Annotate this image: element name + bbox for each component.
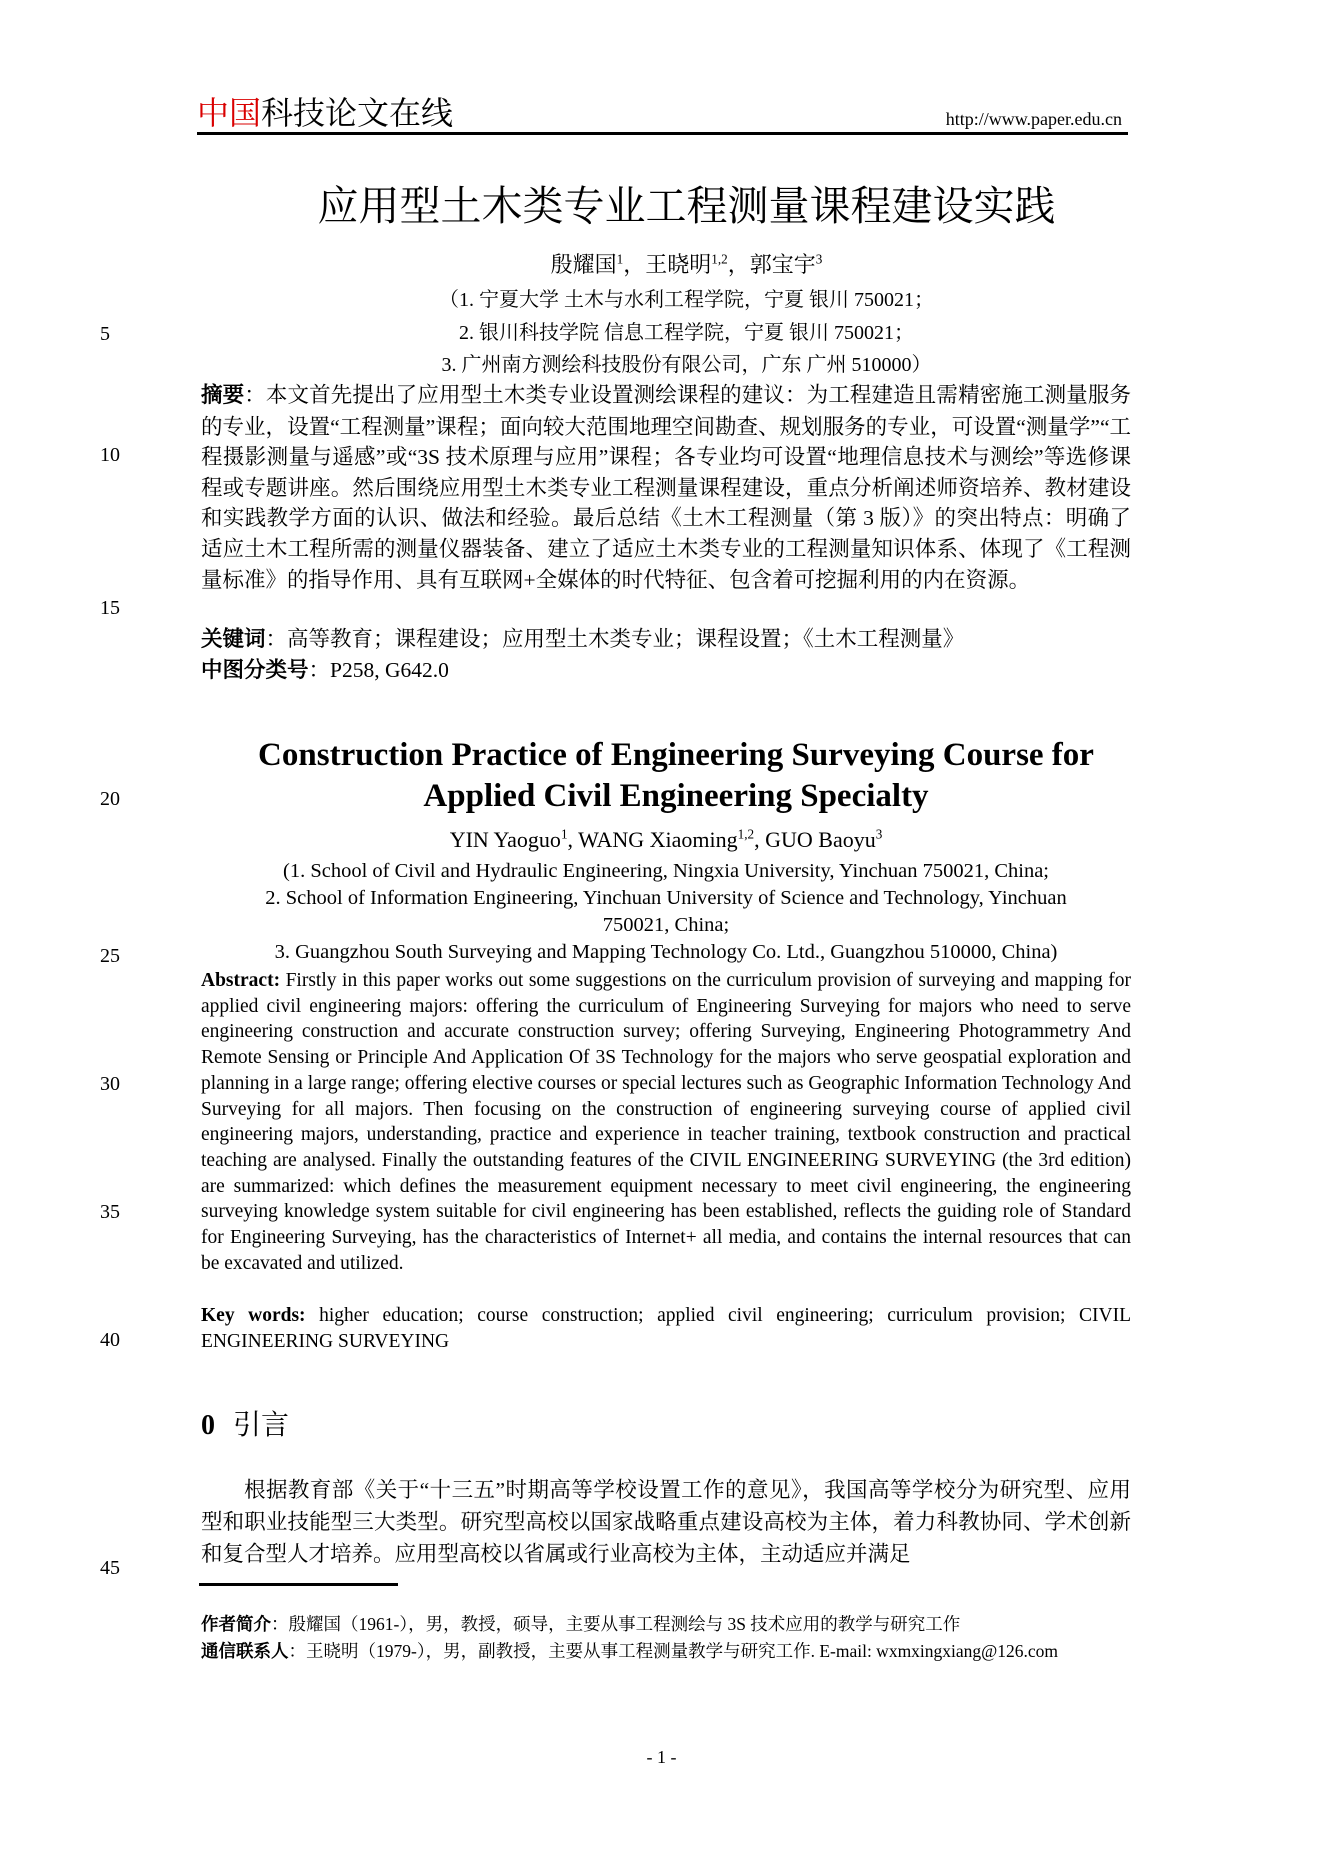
en-keywords (201, 1303, 1131, 1354)
footnote-author-intro-label: 作者简介 (201, 1615, 271, 1635)
cn-affiliation-1: （1. 宁夏大学 土木与水利工程学院，宁夏 银川 750021； (439, 289, 934, 311)
cn-clc-label: 中图分类号 (201, 658, 309, 683)
en-author: WANG Xiaoming$^{1,2}$ (578, 826, 755, 852)
cn-abstract (201, 380, 1131, 595)
en-keywords-text: higher education; course construction; applied civil engineering; curriculum provision; CIVIL ENGINEERING SURVEYING (201, 1305, 1131, 1352)
footnote-contact-text: ：王晓明（1979-），男，副教授，主要从事工程测量教学与研究工作. E-mail: wxmxingxiang@126.com (288, 1640, 1059, 1661)
cn-author: 郭宝宇$^3$ (749, 251, 823, 277)
section-title: 引言 (233, 1408, 290, 1441)
logo-red-text: 中国 (197, 94, 262, 132)
line-number: 40 (100, 1329, 120, 1351)
cn-abstract-text: ：本文首先提出了应用型土木类专业设置测绘课程的建议：为工程建造且需精密施工测量服务的专业，设置“工程测量”课程；面向较大范围地理空间勘查、规划服务的专业，可设置“测量学”“工程摄影测量与遥感”或“3S 技术原理与应用”课程；各专业均可设置“地理信息技术与测绘”等选修课程或专题讲座。然后围绕应用型土木类专业工程测量课程建设，重点分析阐述师资培养、教材建设和实践教学方面的认识、做法和经验。最后总结《土木工程测量（第 3 版）》的突出特点：明确了适应土木工程所需的测量仪器装备、建立了适应土木类专业的工程测量知识体系、体现了《工程测量标准》的指导作用、具有互联网+全媒体的时代特征、包含着可挖掘利用的内在资源。 (201, 383, 1131, 592)
footnote-divider (199, 1583, 398, 1586)
cn-authors: 殷耀国$^1$，王晓明$^{1,2}$，郭宝宇$^3$ (550, 251, 823, 277)
journal-logo (197, 94, 453, 132)
en-paper-title (201, 735, 1131, 817)
en-abstract-text: Firstly in this paper works out some suggestions on the curriculum provision of surveying and mapping for applied civil engineering majors: offering the curriculum of Engineering Surveying for majors who need to serve engineering construction and accurate construction survey; offering Surveying, Engineering Photogrammetry And Remote Sensing or Principle And Application Of 3S Technology for the majors who serve geospatial exploration and planning in a large range; offering elective courses or special lectures such as Geographic Information Technology And Surveying for all majors. Then focusing on the construction of engineering surveying course of applied civil engineering majors, understanding, practice and experience in teacher training, textbook construction and practical teaching are analysed. Finally the outstanding features of the CIVIL ENGINEERING SURVEYING (the 3rd edition) are summarized: which defines the measurement equipment necessary to meet civil engineering, the engineering surveying knowledge system suitable for civil engineering has been established, reflects the guiding role of Standard for Engineering Surveying, has the characteristics of Internet+ all media, and contains the internal resources that can be excavated and utilized. (201, 970, 1131, 1274)
en-title-line-2: Applied Civil Engineering Specialty (423, 778, 929, 814)
body-paragraph: 根据教育部《关于“十三五”时期高等学校设置工作的意见》，我国高等学校分为研究型、应用型和职业技能型三大类型。研究型高校以国家战略重点建设高校为主体，着力科教协同、学术创新和复合型人才培养。应用型高校以省属或行业高校为主体，主动适应并满足 (201, 1478, 1131, 1566)
cn-affiliation-2: 2. 银川科技学院 信息工程学院，宁夏 银川 750021； (459, 322, 914, 344)
en-abstract (201, 968, 1131, 1276)
footnote-contact (201, 1639, 1131, 1666)
en-author: YIN Yaoguo$^1$ (449, 826, 568, 852)
line-number: 15 (100, 597, 120, 619)
section-number: 0 (201, 1410, 215, 1441)
header-divider (197, 132, 1128, 135)
en-authors: YIN Yaoguo$^1$, WANG Xiaoming$^{1,2}$, GUO Baoyu$^3$ (449, 826, 883, 852)
en-abstract-label: Abstract: (201, 970, 281, 991)
line-number: 35 (100, 1201, 120, 1223)
cn-affiliation-3: 3. 广州南方测绘科技股份有限公司，广东 广州 510000） (441, 354, 932, 376)
en-affiliations (201, 858, 1131, 966)
cn-keywords (201, 624, 1131, 655)
footnotes (201, 1612, 1131, 1665)
cn-author: 殷耀国$^1$ (550, 251, 624, 277)
en-author: GUO Baoyu$^3$ (765, 826, 883, 852)
footnote-author-intro (201, 1612, 1131, 1639)
en-title-line-1: Construction Practice of Engineering Surveying Course for (258, 737, 1094, 773)
line-number: 5 (100, 323, 110, 345)
line-number: 30 (100, 1073, 120, 1095)
section-heading (201, 1407, 289, 1444)
cn-keywords-text: ：高等教育；课程建设；应用型土木类专业；课程设置；《土木工程测量》 (265, 627, 965, 651)
en-affiliation-3: 3. Guangzhou South Surveying and Mapping Technology Co. Ltd., Guangzhou 510000, China) (274, 941, 1058, 963)
en-affiliation-2-cont: 750021, China; (602, 914, 730, 936)
cn-author: 王晓明$^{1,2}$ (645, 251, 728, 277)
cn-keywords-label: 关键词 (201, 627, 266, 652)
footnote-author-intro-text: ：殷耀国（1961-），男，教授，硕导，主要从事工程测绘与 3S 技术应用的教学与研究工作 (271, 1614, 961, 1634)
line-number: 45 (100, 1557, 120, 1579)
line-number: 20 (100, 788, 120, 810)
en-affiliation-1: (1. School of Civil and Hydraulic Engineering, Ningxia University, Yinchuan 750021, China; (283, 860, 1049, 882)
cn-paper-title: 应用型土木类专业工程测量课程建设实践 (317, 182, 1056, 230)
cn-classification (201, 655, 1131, 686)
page-number: - 1 - (646, 1747, 677, 1767)
en-keywords-label: Key words: (201, 1305, 306, 1326)
logo-black-text: 科技论文在线 (261, 94, 454, 132)
line-number: 10 (100, 444, 120, 466)
footnote-contact-label: 通信联系人 (201, 1641, 289, 1662)
cn-clc-text: ：P258, G642.0 (308, 658, 449, 682)
cn-abstract-label: 摘要 (201, 383, 245, 408)
line-number: 25 (100, 945, 120, 967)
journal-url-link[interactable]: http://www.paper.edu.cn (945, 109, 1122, 129)
en-affiliation-2: 2. School of Information Engineering, Yinchuan University of Science and Technology, Yinchuan (265, 887, 1067, 909)
